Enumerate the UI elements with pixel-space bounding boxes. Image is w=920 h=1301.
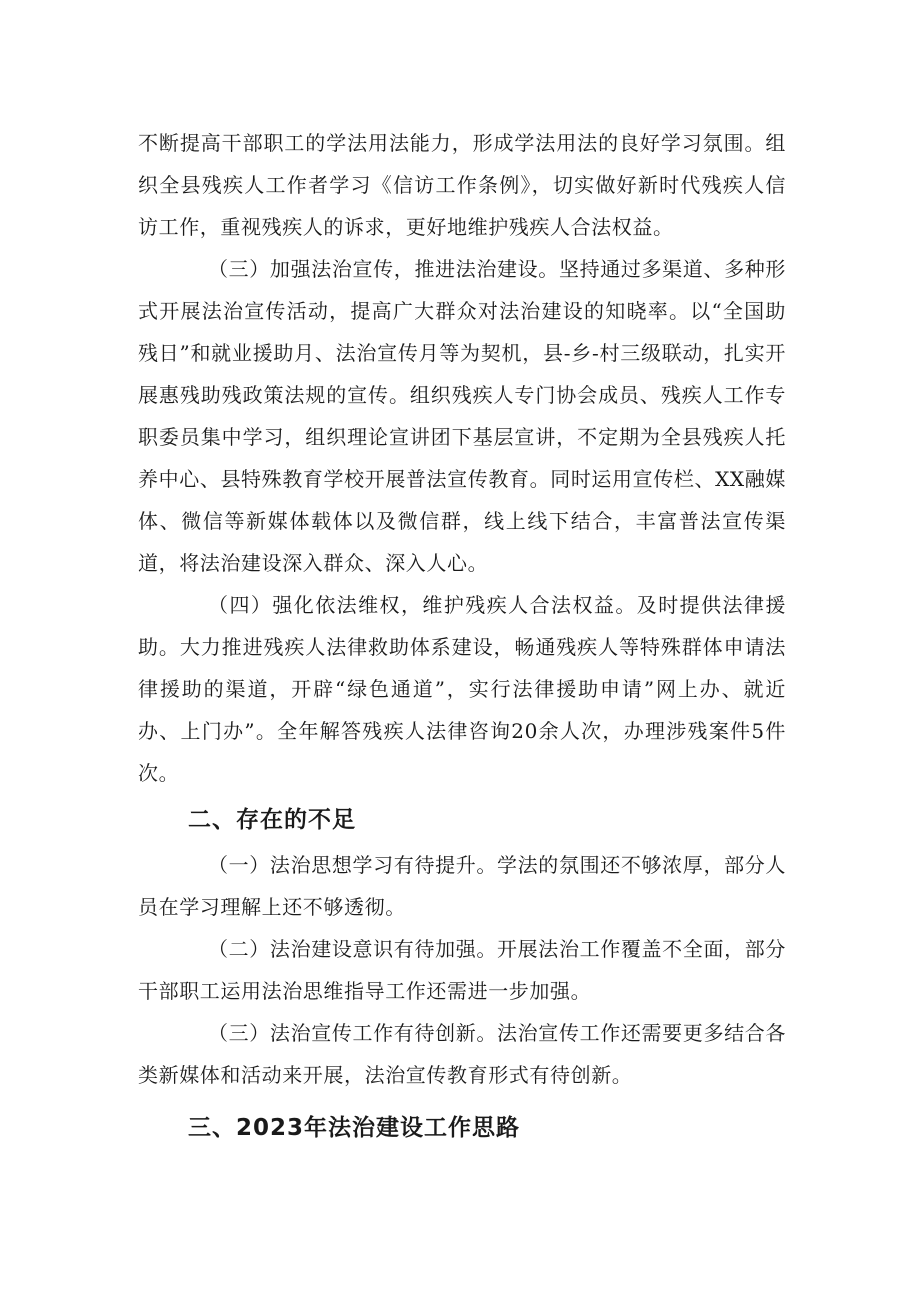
paragraph-legal-publicity: （三）加强法治宣传，推进法治建设。坚持通过多渠道、多种形式开展法治宣传活动，提高广大群众对法治建设的知晓率。以“全国助残日”和就业援助月、法治宣传月等为契机，县-乡-村三级联动，扎实开展惠残助残政策法规的宣传。组织残疾人专门协会成员、残疾人工作专职委员集中学习，组织理论宣讲团下基层宣讲，不定期为全县残疾人托养中心、县特殊教育学校开展普法宣传教育。同时运用宣传栏、XX融媒体、微信等新媒体载体以及微信群，线上线下结合，丰富普法宣传渠道，将法治建设深入群众、深入人心。 bbox=[138, 257, 786, 575]
section-heading-2023-plan: 三、2023年法治建设工作思路 bbox=[188, 1115, 521, 1141]
paragraph-rights-protection: （四）强化依法维权，维护残疾人合法权益。及时提供法律援助。大力推进残疾人法律救助体系建设，畅通残疾人等特殊群体申请法律援助的渠道，开辟“绿色通道”，实行法律援助申请”网上办、就近办、上门办”。全年解答残疾人法律咨询20余人次，办理涉残案件5件次。 bbox=[138, 593, 786, 785]
paragraph-shortcoming-3: （三）法治宣传工作有待创新。法治宣传工作还需要更多结合各类新媒体和活动来开展，法治宣传教育形式有待创新。 bbox=[138, 1021, 786, 1087]
paragraph-shortcoming-2: （二）法治建设意识有待加强。开展法治工作覆盖不全面，部分干部职工运用法治思维指导工作还需进一步加强。 bbox=[138, 937, 786, 1003]
section-heading-shortcomings: 二、存在的不足 bbox=[188, 807, 356, 833]
paragraph-shortcoming-1: （一）法治思想学习有待提升。学法的氛围还不够浓厚，部分人员在学习理解上还不够透彻。 bbox=[138, 853, 786, 919]
paragraph-continuation: 不断提高干部职工的学法用法能力，形成学法用法的良好学习氛围。组织全县残疾人工作者学习《信访工作条例》，切实做好新时代残疾人信访工作，重视残疾人的诉求，更好地维护残疾人合法权益。 bbox=[138, 131, 786, 239]
document-body bbox=[138, 122, 786, 1152]
